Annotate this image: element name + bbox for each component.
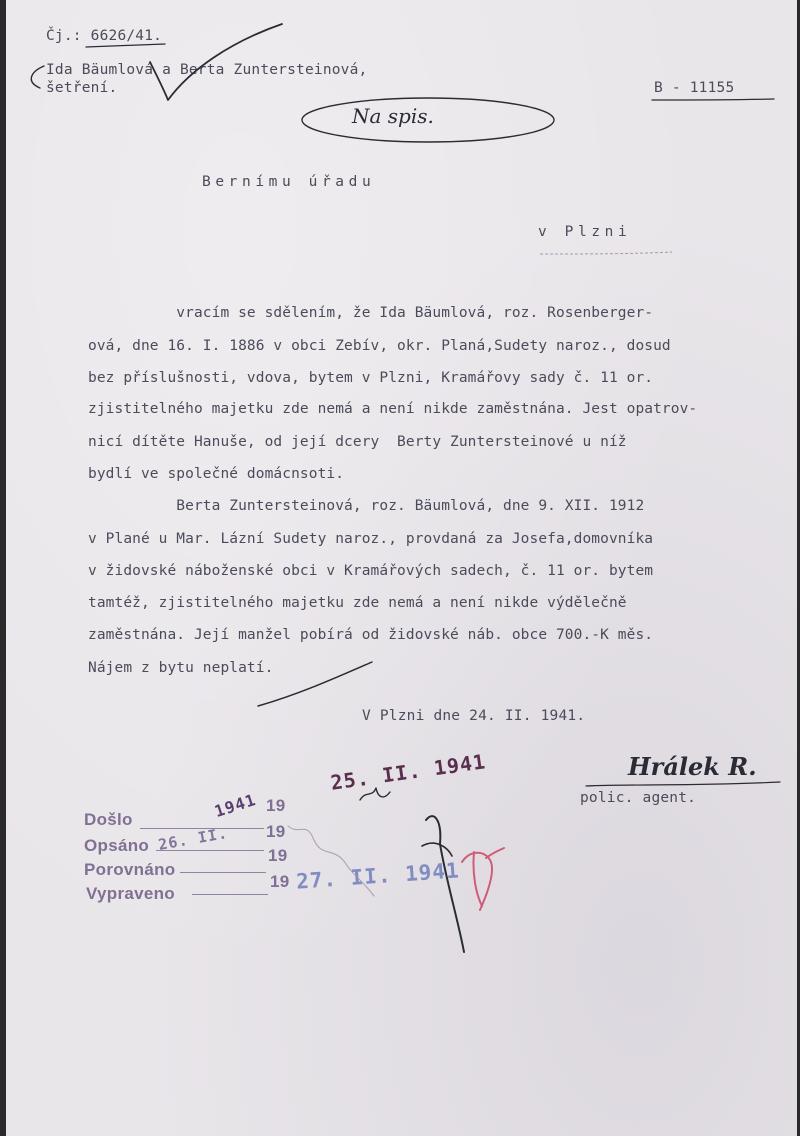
handwritten-mark [360,788,390,800]
body-line: vracím se sdělením, že Ida Bäumlová, roz. Rosenberger- [88,305,654,321]
closing-line [258,662,372,706]
body-line: nicí dítěte Hanuše, od její dcery Berty Zuntersteinové u níž [88,434,627,450]
stamp-year-prefix: 19 [268,846,288,865]
addressee-office: Bernímu úřadu [202,174,376,190]
stamp-label-opsano: Opsáno [84,836,150,855]
body-line: v Plané u Mar. Lázní Sudety naroz., provdaná za Josefa,domovníka [88,531,654,547]
body-line: zjistitelného majetku zde nemá a není nikde zaměstnána. Jest opatrov- [88,401,698,417]
body-line: Berta Zuntersteinová, roz. Bäumlová, dne 9. XII. 1912 [88,498,645,514]
file-number: B - 11155 [654,80,735,96]
place-date: V Plzni dne 24. II. 1941. [362,708,586,724]
body-line: zaměstnána. Její manžel pobírá od židovské náb. obce 700.-K měs. [88,627,654,643]
body-line: bydlí ve společné domácnsoti. [88,466,345,482]
body-line: v židovské náboženské obci v Kramářových sadech, č. 11 or. bytem [88,563,654,579]
reference-number: Čj.: 6626/41. [46,28,163,44]
stamp-label-doslo: Došlo [84,810,133,829]
reference-underline [86,44,165,47]
signatory-title: polic. agent. [580,790,697,806]
stamp-label-porovnano: Porovnáno [84,860,176,879]
faint-scribble [288,826,374,896]
initials-stroke [426,816,464,952]
stamp-year-mark: 1941 [212,789,259,822]
body-line: ová, dne 16. I. 1886 v obci Zebív, okr. Planá,Sudety naroz., dosud [88,338,671,354]
subject-line-1: Ida Bäumlová a Berta Zuntersteinová, [46,62,368,78]
stamp-year-prefix: 19 [266,822,286,841]
body-line: Nájem z bytu neplatí. [88,660,274,676]
signature: Hrálek R. [628,752,757,781]
note-ellipse [302,98,554,142]
date-stamp-received: 25. II. 1941 [329,749,488,795]
handwritten-note-na-spis: Na spis. [352,104,434,128]
addressee-city: v Plzni [538,224,632,240]
bracket-mark [31,66,44,88]
stamp-opsano-date: 26. II. [156,824,230,854]
date-stamp-dispatched: 27. II. 1941 [295,858,461,894]
stamp-year-prefix: 19 [266,796,286,815]
red-check-mark [462,848,504,910]
signature-underline [586,782,780,786]
subject-line-2: šetření. [46,80,118,96]
stamp-year-prefix: 19 [270,872,290,891]
check-mark [150,24,282,100]
initials-stroke [422,843,452,856]
dashed-underline [540,252,672,254]
body-line: tamtéž, zjistitelného majetku zde nemá a není nikde výdělečně [88,595,627,611]
file-number-underline [652,99,774,100]
stamp-label-vypraveno: Vypraveno [86,884,175,903]
body-line: bez příslušnosti, vdova, bytem v Plzni, Kramářovy sady č. 11 or. [88,370,654,386]
